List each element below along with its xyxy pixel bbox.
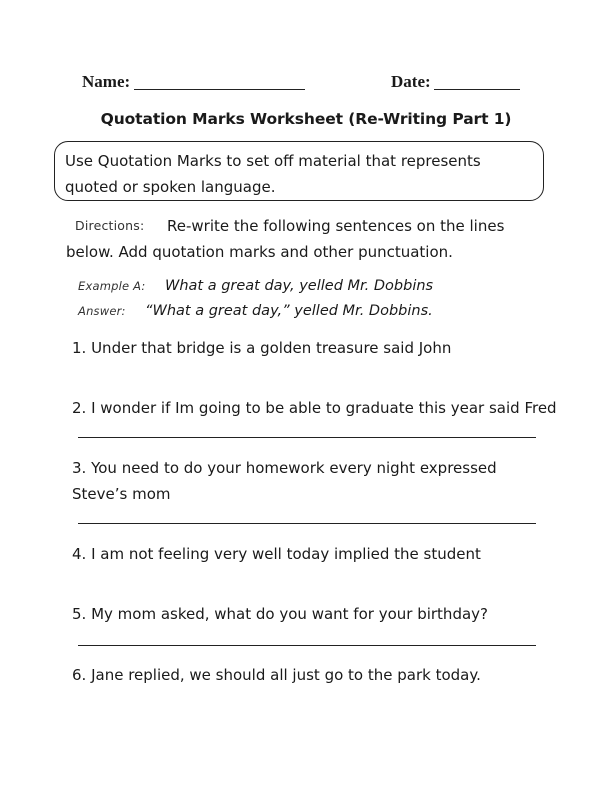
question-4: 4. I am not feeling very well today implied the student (72, 545, 481, 563)
answer-line-3[interactable] (78, 523, 536, 524)
example-tag: Example A: (78, 279, 146, 293)
date-label: Date: (391, 72, 431, 91)
directions-tag: Directions: (75, 218, 145, 233)
question-1: 1. Under that bridge is a golden treasure said John (72, 339, 452, 357)
example-text: What a great day, yelled Mr. Dobbins (165, 278, 434, 294)
rule-box (54, 141, 544, 201)
page-title: Quotation Marks Worksheet (Re-Writing Part 1) (100, 110, 512, 128)
name-label: Name: (82, 72, 131, 91)
answer-tag: Answer: (78, 304, 126, 318)
directions-line-1: Re-write the following sentences on the lines (167, 217, 505, 235)
answer-text: “What a great day,” yelled Mr. Dobbins. (145, 303, 433, 319)
answer-line-2[interactable] (78, 437, 536, 438)
directions-line-2: below. Add quotation marks and other punctuation. (66, 243, 453, 261)
rule-text: Use Quotation Marks to set off material that represents quoted or spoken language. (65, 152, 481, 196)
question-6: 6. Jane replied, we should all just go to the park today. (72, 666, 481, 684)
date-field[interactable] (434, 89, 520, 90)
answer-line-5[interactable] (78, 645, 536, 646)
question-2: 2. I wonder if Im going to be able to graduate this year said Fred (72, 399, 557, 417)
question-5: 5. My mom asked, what do you want for your birthday? (72, 605, 488, 623)
name-field[interactable] (134, 89, 305, 90)
question-3: 3. You need to do your homework every night expressed (72, 459, 497, 477)
question-3-continued: Steve’s mom (72, 485, 171, 503)
